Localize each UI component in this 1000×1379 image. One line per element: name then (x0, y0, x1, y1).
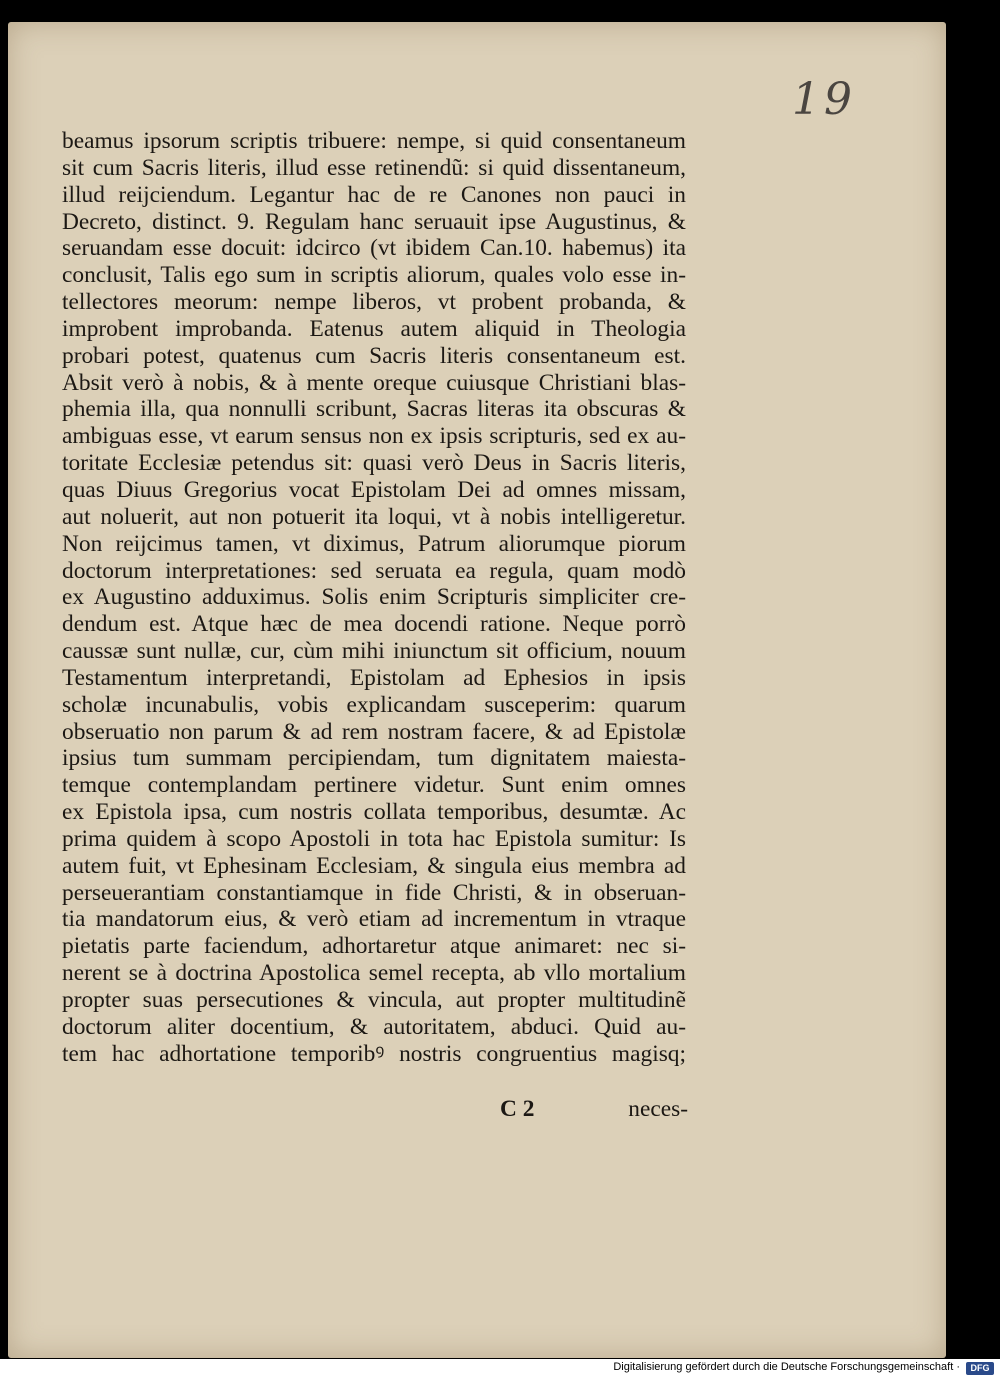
text-line: illud reijciendum. Legantur hac de re Canones non pauci in (62, 181, 686, 208)
text-line: autem fuit, vt Ephesinam Ecclesiam, & singula eius membra ad (62, 852, 686, 879)
text-line: aut noluerit, aut non potuerit ita loqui, vt à nobis intelligeretur. (62, 503, 686, 530)
text-line: ex Epistola ipsa, cum nostris collata temporibus, desumtæ. Ac (62, 799, 686, 826)
signature-line (62, 1096, 688, 1124)
text-line: Absit verò à nobis, & à mente oreque cuiusque Christiani blas- (62, 369, 686, 396)
text-line: nerent se à doctrina Apostolica semel recepta, ab vllo mortalium (62, 960, 686, 987)
book-page (8, 22, 946, 1358)
text-line: conclusit, Talis ego sum in scriptis aliorum, quales volo esse in- (62, 262, 686, 289)
catchword: neces- (628, 1096, 688, 1122)
footer-bar (0, 1359, 1000, 1379)
text-line: seruandam esse docuit: idcirco (vt ibidem Can.10. habemus) ita (62, 235, 686, 262)
text-line: caussæ sunt nullæ, cur, cùm mihi iniunctum sit officium, nouum (62, 638, 686, 665)
text-line: probari potest, quatenus cum Sacris literis consentaneum est. (62, 342, 686, 369)
text-line: Testamentum interpretandi, Epistolam ad Ephesios in ipsis (62, 664, 686, 691)
text-line: prima quidem à scopo Apostoli in tota hac Epistola sumitur: Is (62, 825, 686, 852)
text-line: perseuerantiam constantiamque in fide Christi, & in obseruan- (62, 879, 686, 906)
dfg-logo: DFG (966, 1362, 994, 1375)
text-line: propter suas persecutiones & vincula, aut propter multitudinẽ (62, 987, 686, 1013)
text-block (62, 128, 702, 1068)
text-line: toritate Ecclesiæ petendus sit: quasi verò Deus in Sacris literis, (62, 450, 686, 477)
text-line: ambiguas esse, vt earum sensus non ex ipsis scripturis, sed ex au- (62, 423, 686, 450)
text-line: Decreto, distinct. 9. Regulam hanc seruauit ipse Augustinus, & (62, 208, 686, 235)
text-line: doctorum aliter docentium, & autoritatem, abduci. Quid au- (62, 1013, 686, 1040)
text-line: doctorum interpretationes: sed seruata ea regula, quam modò (62, 557, 686, 584)
text-line: pietatis parte faciendum, adhortaretur atque animaret: nec si- (62, 933, 686, 960)
text-line: obseruatio non parum & ad rem nostram facere, & ad Epistolæ (62, 718, 686, 745)
text-line: dendum est. Atque hæc de mea docendi ratione. Neque porrò (62, 611, 686, 638)
text-line: quas Diuus Gregorius vocat Epistolam Dei ad omnes missam, (62, 476, 686, 503)
text-line: tia mandatorum eius, & verò etiam ad incrementum in vtraque (62, 906, 686, 933)
digitization-credit: Digitalisierung gefördert durch die Deutsche Forschungsgemeinschaft · (613, 1361, 960, 1373)
text-line: tem hac adhortatione temporibꝰ nostris congruentius magisq; (62, 1040, 686, 1067)
printer-signature: C 2 (500, 1096, 535, 1122)
text-line: improbent improbanda. Eatenus autem aliquid in Theologia (62, 315, 686, 342)
text-line: beamus ipsorum scriptis tribuere: nempe, si quid consentaneum (62, 128, 686, 154)
text-line: Non reijcimus tamen, vt diximus, Patrum aliorumque piorum (62, 530, 686, 557)
text-line: temque contemplandam pertinere videtur. Sunt enim omnes (62, 772, 686, 799)
text-line: scholæ incunabulis, vobis explicandam susceperim: quarum (62, 691, 686, 718)
text-line: phemia illa, qua nonnulli scribunt, Sacras literas ita obscuras & (62, 396, 686, 423)
text-line: ipsius tum summam percipiendam, tum dignitatem maiesta- (62, 745, 686, 772)
folio-number: 19 (792, 74, 856, 125)
text-line: sit cum Sacris literis, illud esse retinendũ: si quid dissentaneum, (62, 154, 686, 181)
text-line: tellectores meorum: nempe liberos, vt probent probanda, & (62, 289, 686, 316)
text-line: ex Augustino adduximus. Solis enim Scripturis simpliciter cre- (62, 584, 686, 611)
